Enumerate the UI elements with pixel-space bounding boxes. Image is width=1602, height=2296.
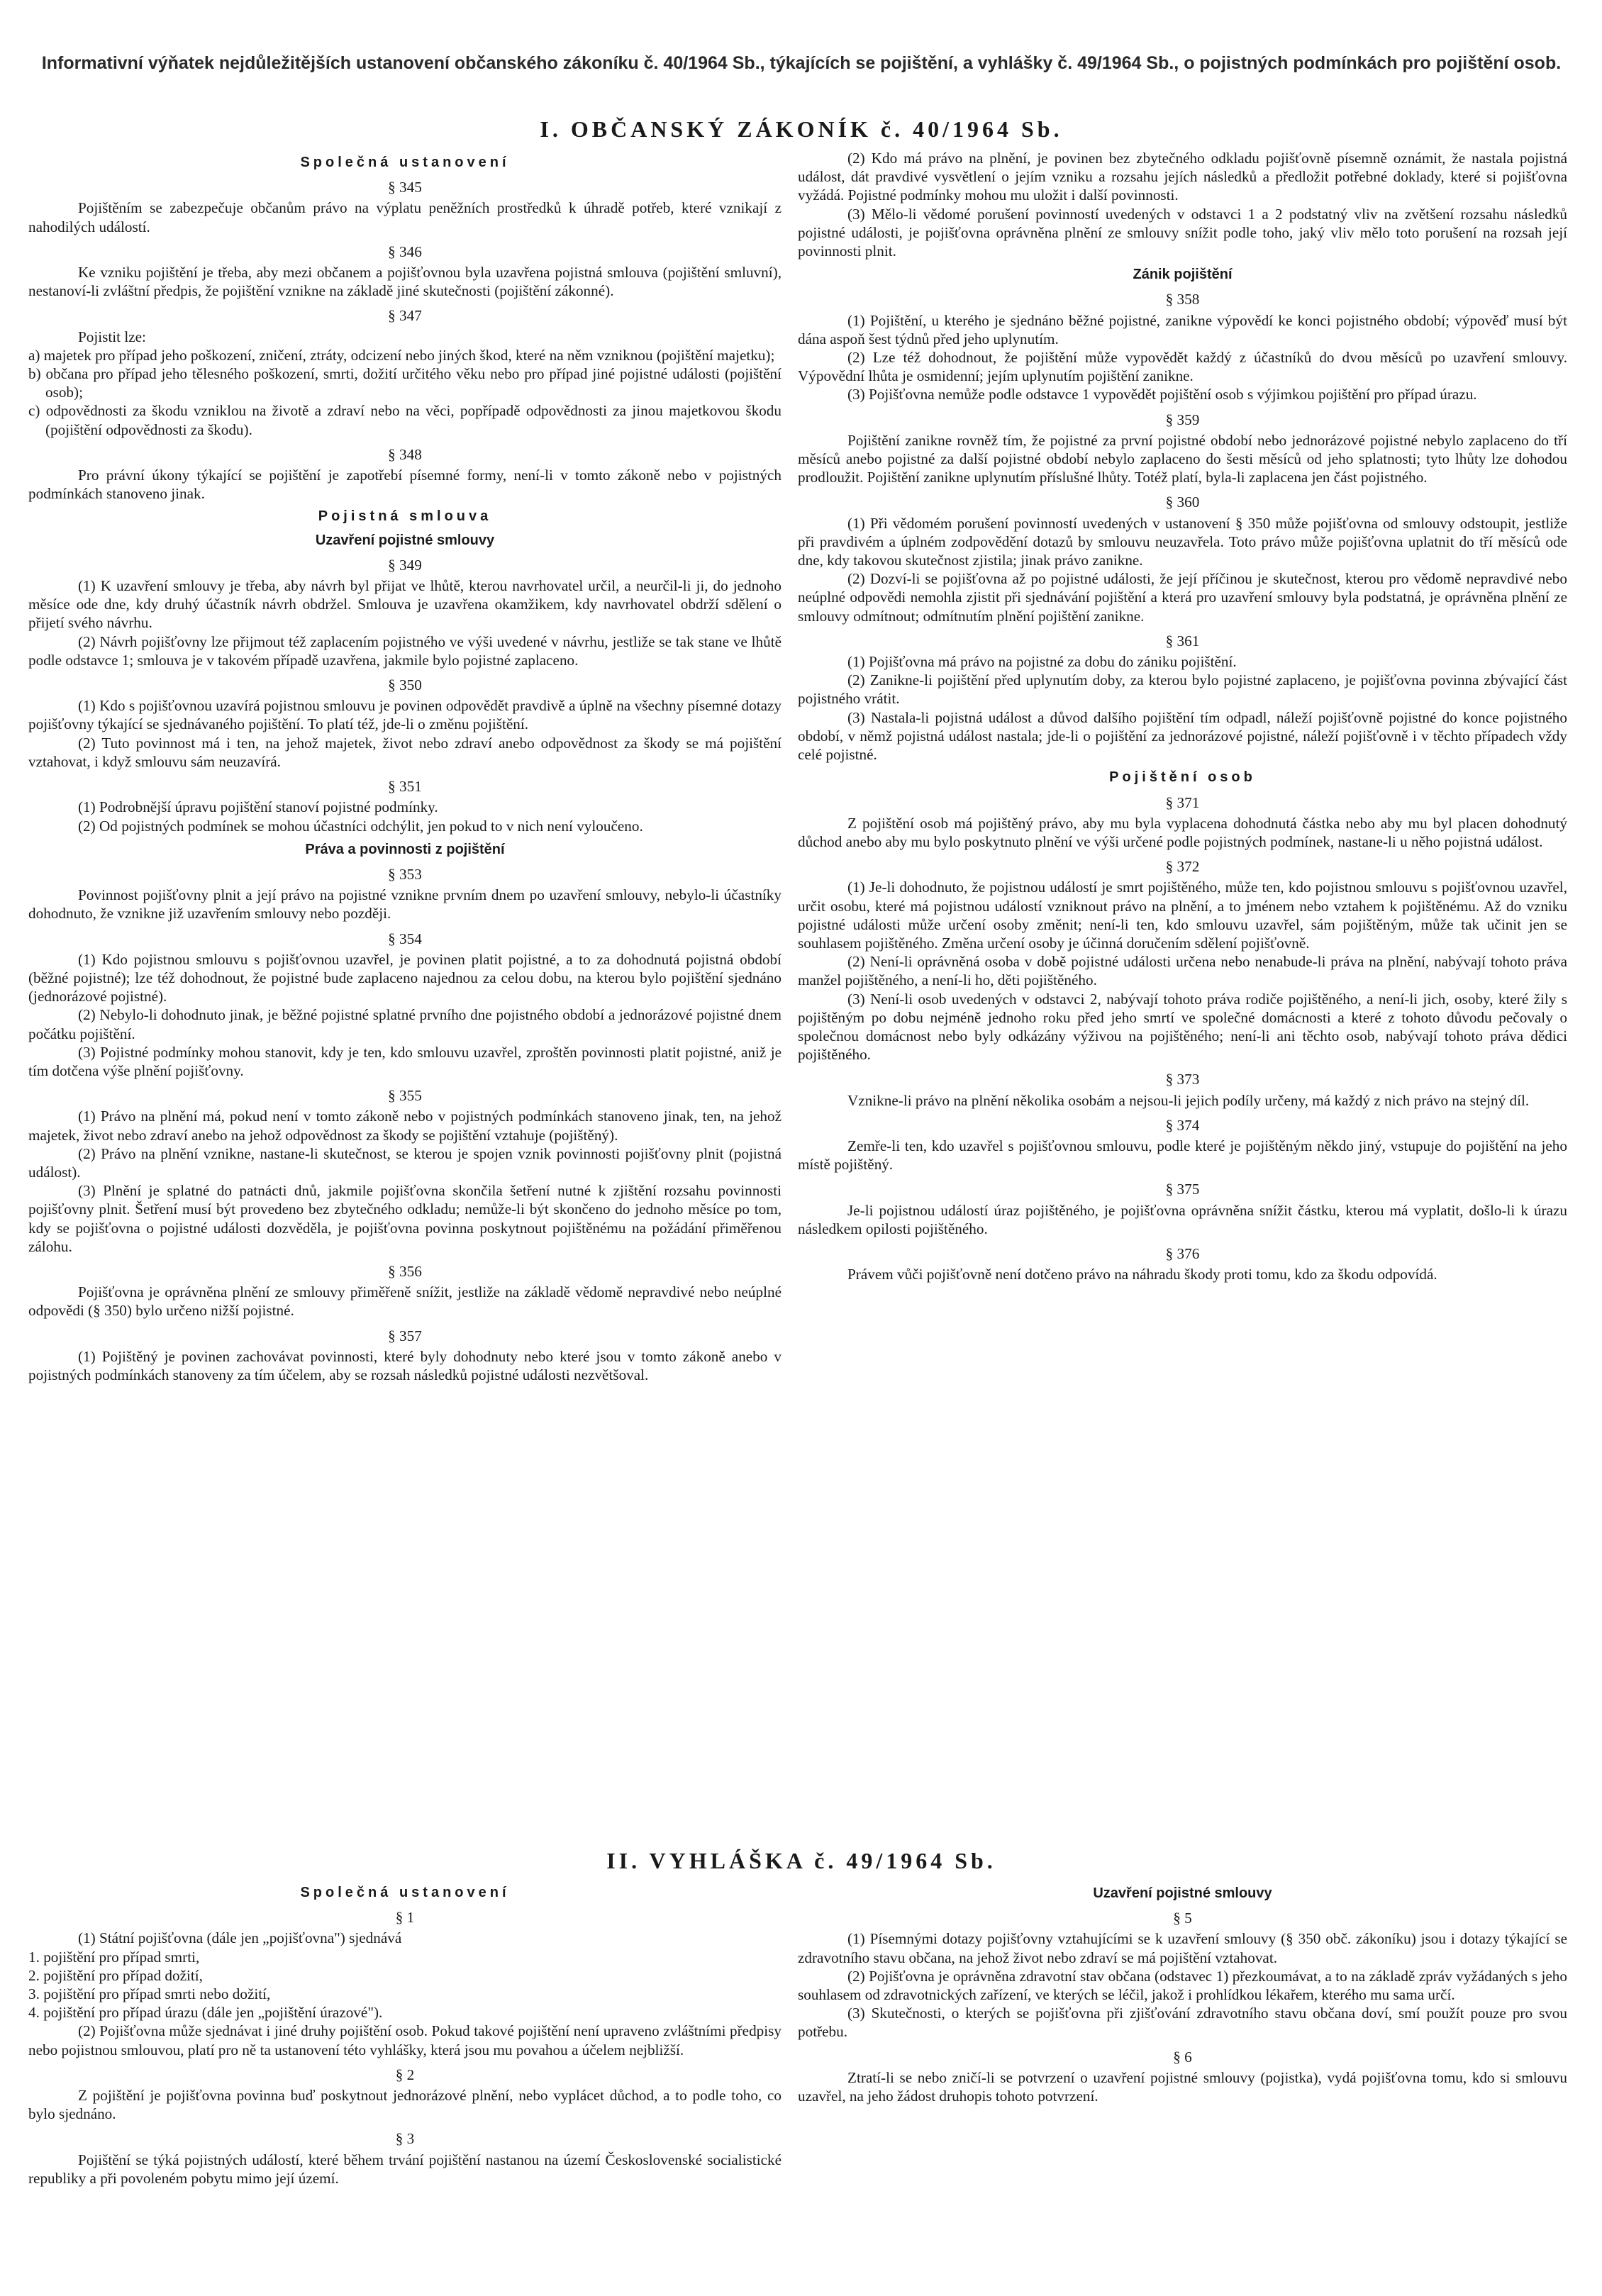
section-title: Společná ustanovení xyxy=(300,155,510,170)
list-item: 2. pojištění pro případ dožití, xyxy=(28,1966,203,1984)
paragraph: (2) Zanikne-li pojištění před uplynutím doby, za kterou bylo pojistné zaplaceno, je pojišťovna povinna zbývající část pojistného vrátit. xyxy=(798,671,1567,708)
section-number: § 5 xyxy=(1173,1910,1192,1927)
paragraph: (2) Tuto povinnost má i ten, na jehož majetek, život nebo zdraví anebo odpovědnost za škody se má pojištění vztahovat, i když smlouvu sám neuzavírá. xyxy=(28,734,781,770)
section-heading: Zánik pojištění xyxy=(1133,267,1233,283)
paragraph: (2) Od pojistných podmínek se mohou účastníci odchýlit, jen pokud to v nich není vyloučeno. xyxy=(78,817,643,835)
section-heading: Práva a povinnosti z pojištění xyxy=(305,841,505,857)
paragraph: Právem vůči pojišťovně není dotčeno právo na náhradu škody proti tomu, kdo za škodu odpovídá. xyxy=(847,1266,1437,1283)
section-heading: Uzavření pojistné smlouvy xyxy=(315,532,495,548)
paragraph: Povinnost pojišťovny plnit a její právo na pojistné vznikne prvním dnem po uzavření smlouvy, nebylo-li účastníky dohodnuto, že vznikne již uzavřením smlouvy nebo později. xyxy=(28,886,781,923)
section-number: § 347 xyxy=(388,307,422,325)
paragraph: Vznikne-li právo na plnění několika osobám a nejsou-li jejich podíly určeny, má každý z nich právo na stejný díl. xyxy=(847,1091,1530,1109)
paragraph: (2) Pojišťovna může sjednávat i jiné druhy pojištění osob. Pokud takové pojištění není upraveno zvláštními předpisy nebo pojistnou smlouvou, platí pro ně ta ustanovení této vyhlášky, která jsou mu povahou a účelem nejbližší. xyxy=(28,2022,781,2058)
paragraph: Ztratí-li se nebo zničí-li se potvrzení o uzavření pojistné smlouvy (pojistka), vydá pojišťovna tomu, kdo si smlouvu uzavřel, na jeho žádost druhopis tohoto potvrzení. xyxy=(798,2068,1567,2105)
paragraph: (1) Pojištění, u kterého je sjednáno běžné pojistné, zanikne výpovědí ke konci pojistného období; výpověď musí být dána aspoň šest týdnů před jeho uplynutím. xyxy=(798,311,1567,347)
paragraph: (2) Kdo má právo na plnění, je povinen bez zbytečného odkladu pojišťovně písemně oznámit, že nastala pojistná událost, dát pravdivé vysvětlení o jejím vzniku a rozsahu jejích následků a předložit potřebné doklady, které si pojišťovna vyžádá. Pojistné podmínky mohou mu uložit i další povinnosti. xyxy=(798,150,1567,204)
section-number: § 346 xyxy=(388,243,422,260)
section-number: § 361 xyxy=(1165,632,1200,650)
section-number: § 372 xyxy=(1165,858,1200,876)
paragraph: (1) Státní pojišťovna (dále jen „pojišťovna") sjednává xyxy=(78,1929,402,1947)
section-number: § 351 xyxy=(388,778,422,796)
list-item: 1. pojištění pro případ smrti, xyxy=(28,1948,200,1966)
paragraph: (3) Nastala-li pojistná událost a důvod dalšího pojištění tím odpadl, náleží pojišťovně pojistné do konce pojistného období, v němž pojistná událost nastala; jde-li o pojištění za jednorázové pojistné, náleží pojišťovně i v těchto případech vždy celé pojistné. xyxy=(798,708,1567,764)
part2-title: II. VYHLÁŠKA č. 49/1964 Sb. xyxy=(606,1848,996,1873)
paragraph: (1) Kdo pojistnou smlouvu s pojišťovnou uzavřel, je povinen platit pojistné, a to za dohodnutá pojistná období (běžné pojistné); lze též dohodnout, že pojistné bude zaplaceno najednou za celou dobu, na kterou bylo pojištění sjednáno (jednorázové pojistné). xyxy=(28,950,781,1005)
section-number: § 6 xyxy=(1173,2048,1192,2066)
section-number: § 374 xyxy=(1165,1116,1200,1134)
section-number: § 355 xyxy=(388,1087,422,1105)
list-item: b) občana pro případ jeho tělesného poškození, smrti, dožití určitého věku nebo pro případ jiné pojistné události (pojištění osob); xyxy=(28,365,781,401)
part1-left-column xyxy=(28,149,781,1384)
paragraph: Pro právní úkony týkající se pojištění je zapotřebí písemné formy, není-li v tomto zákoně nebo v pojistných podmínkách stanoveno jinak. xyxy=(28,467,781,503)
paragraph: Je-li pojistnou událostí úraz pojištěného, je pojišťovna oprávněna snížit částku, kterou má vyplatit, došlo-li k úrazu následkem opilosti pojištěného. xyxy=(798,1201,1567,1237)
part1-title: I. OBČANSKÝ ZÁKONÍK č. 40/1964 Sb. xyxy=(540,116,1063,142)
section-number: § 348 xyxy=(388,445,422,463)
paragraph: (2) Pojišťovna je oprávněna zdravotní stav občana (odstavec 1) přezkoumávat, a to na základě zpráv vyžádaných s jeho souhlasem od zdravotnických zařízení, ve kterých se léčil, jakož i prohlídkou lékařem, kterého mu sama určí. xyxy=(798,1967,1567,2004)
paragraph: Pojištění zanikne rovněž tím, že pojistné za první pojistné období nebo jednorázové pojistné nebylo zaplaceno do tří měsíců anebo pojistné za další pojistné období nebylo zaplaceno do šesti měsíců od jeho splatnosti; tyto lhůty lze dohodou prodloužit. Pojištění zanikne uplynutím příslušné lhůty. Totéž platí, byla-li zaplacena jen část pojistného. xyxy=(798,431,1567,486)
section-number: § 354 xyxy=(388,930,422,947)
document-intro-header: Informativní výňatek nejdůležitějších ustanovení občanského zákoníku č. 40/1964 Sb., týkajících se pojištění, a vyhlášky č. 49/1964 Sb., o pojistných podmínkách pro pojištění osob. xyxy=(41,53,1562,73)
paragraph: Zemře-li ten, kdo uzavřel s pojišťovnou smlouvu, podle které je pojištěným někdo jiný, vstupuje do pojištění na jeho místě pojištěný. xyxy=(798,1137,1567,1174)
section-number: § 376 xyxy=(1165,1244,1200,1262)
section-title: Pojistná smlouva xyxy=(318,508,492,525)
section-number: § 345 xyxy=(388,179,422,196)
paragraph: Z pojištění osob má pojištěný právo, aby mu byla vyplacena dohodnutá částka nebo aby mu byl placen dohodnutý důchod anebo aby mu bylo poskytnuto plnění ve výši určené podle pojistných podmínek, nastane-li u něho pojistná událost. xyxy=(798,814,1567,850)
paragraph: Pojištěním se zabezpečuje občanům právo na výplatu peněžních prostředků k úhradě potřeb, které vznikají z nahodilých událostí. xyxy=(28,199,781,235)
section-number: § 360 xyxy=(1165,494,1200,511)
paragraph: (1) Písemnými dotazy pojišťovny vztahujícími se k uzavření smlouvy (§ 350 obč. zákoníku) jsou i dotazy týkající se zdravotního stavu občana, na jehož život nebo zdraví se má pojištění vztahovat. xyxy=(798,1930,1567,1966)
paragraph: Pojistit lze: xyxy=(78,328,146,345)
part1-right-column xyxy=(798,149,1567,1283)
paragraph: (2) Nebylo-li dohodnuto jinak, je běžné pojistné splatné prvního dne pojistného období a jednorázové pojistné dnem počátku pojištění. xyxy=(28,1006,781,1042)
paragraph: (3) Pojišťovna nemůže podle odstavce 1 vypovědět pojištění osob s výjimkou pojištění pro případ úrazu. xyxy=(847,386,1477,403)
section-number: § 349 xyxy=(388,556,422,574)
section-number: § 357 xyxy=(388,1327,422,1344)
paragraph: (2) Dozví-li se pojišťovna až po pojistné události, že její příčinou je skutečnost, kterou pro vědomě nepravdivé nebo neúplné odpovědi nemohla zjistit při sjednávání pojištění a která pro uzavření smlouvy byla podstatná, je oprávněna plnění ze smlouvy odmítnout; odmítnutím plnění pojištění zanikne. xyxy=(798,570,1567,625)
paragraph: (1) Při vědomém porušení povinností uvedených v ustanovení § 350 může pojišťovna od smlouvy odstoupit, jestliže při pravdivém a úplném zodpovědění dotazů by smlouvu neuzavřela. Toto právo může pojišťovna uplatnit do tří měsíců ode dne, kdy takovou skutečnost zjistila; jinak právo zanikne. xyxy=(798,514,1567,569)
paragraph: (1) Podrobnější úpravu pojištění stanoví pojistné podmínky. xyxy=(78,798,438,816)
section-number: § 358 xyxy=(1165,291,1200,308)
section-number: § 373 xyxy=(1165,1071,1200,1088)
paragraph: Pojištění se týká pojistných událostí, které během trvání pojištění nastanou na území Československé socialistické republiky a při povoleném pobytu mimo její území. xyxy=(28,2151,781,2187)
paragraph: (2) Právo na plnění vznikne, nastane-li skutečnost, se kterou je spojen vznik povinnosti pojišťovny plnit (pojistná událost). xyxy=(28,1144,781,1181)
paragraph: (3) Mělo-li vědomé porušení povinností uvedených v odstavci 1 a 2 podstatný vliv na zvětšení rozsahu následků pojistné události, je pojišťovna oprávněna plnění ze smlouvy snížit podle toho, jaký vliv mělo toto porušení na rozsah její povinnosti plnit. xyxy=(798,205,1567,260)
paragraph: (3) Skutečnosti, o kterých se pojišťovna při zjišťování zdravotního stavu občana doví, smí použít pouze pro svou potřebu. xyxy=(798,2005,1567,2041)
paragraph: (1) K uzavření smlouvy je třeba, aby návrh byl přijat ve lhůtě, kterou navrhovatel určil, a neurčil-li ji, do jednoho měsíce ode dne, kdy druhý účastník návrh obdržel. Smlouva je uzavřena okamžikem, kdy navrhovatel obdrží sdělení o přijetí svého návrhu. xyxy=(28,577,781,632)
paragraph: (3) Pojistné podmínky mohou stanovit, kdy je ten, kdo smlouvu uzavřel, zproštěn povinnosti platit pojistné, aniž je tím dotčena výše plnění pojišťovny. xyxy=(28,1043,781,1079)
section-number: § 356 xyxy=(388,1262,422,1280)
section-number: § 353 xyxy=(388,865,422,883)
paragraph: (1) Pojištěný je povinen zachovávat povinnosti, které byly dohodnuty nebo které jsou v tomto zákoně anebo v pojistných podmínkách stanoveny za tím účelem, aby se rozsah následků pojistné události nezvětšoval. xyxy=(28,1347,781,1383)
paragraph: (1) Pojišťovna má právo na pojistné za dobu do zániku pojištění. xyxy=(847,653,1237,671)
paragraph: Ke vzniku pojištění je třeba, aby mezi občanem a pojišťovnou byla uzavřena pojistná smlouva (pojištění smluvní), nestanoví-li zvláštní předpis, že pojištění vznikne na základě jiné skutečnosti (pojištění zákonné). xyxy=(28,264,781,300)
list-item: c) odpovědnosti za škodu vzniklou na životě a zdraví nebo na věci, popřípadě odpovědnosti za jinou majetkovou škodu (pojištění odpovědnosti za škodu). xyxy=(28,402,781,438)
list-item: 3. pojištění pro případ smrti nebo dožití, xyxy=(28,1985,271,2003)
section-number: § 375 xyxy=(1165,1181,1200,1198)
section-title: Pojištění osob xyxy=(1109,769,1256,786)
paragraph: (1) Kdo s pojišťovnou uzavírá pojistnou smlouvu je povinen odpovědět pravdivě a úplně na všechny písemné dotazy pojišťovny týkající se sjednávaného pojištění. To platí též, jde-li o změnu pojištění. xyxy=(28,697,781,733)
paragraph: (2) Návrh pojišťovny lze přijmout též zaplacením pojistného ve výši uvedené v návrhu, jestliže se tak stane ve lhůtě podle odstavce 1; smlouva je v takovém případě uzavřena, jakmile bylo pojistné zaplaceno. xyxy=(28,632,781,669)
paragraph: (2) Není-li oprávněná osoba v době pojistné události určena nebo nenabude-li práva na plnění, nabývají tohoto práva manžel pojištěného, a není-li ho, děti pojištěného. xyxy=(798,953,1567,989)
paragraph: (3) Není-li osob uvedených v odstavci 2, nabývají tohoto práva rodiče pojištěného, a není-li jich, osoby, které žily s pojištěným po dobu nejméně jednoho roku před jeho smrtí ve společné domácnosti a které z tohoto důvodu pečovaly o společnou domácnost nebo byly odkázány výživou na pojištěného; není-li ani těchto osob, nabývají tohoto práva dědici pojištěného. xyxy=(798,990,1567,1064)
part2-right-column xyxy=(798,1879,1567,2105)
list-item: 4. pojištění pro případ úrazu (dále jen „pojištění úrazové"). xyxy=(28,2004,383,2022)
paragraph: (1) Je-li dohodnuto, že pojistnou událostí je smrt pojištěného, může ten, kdo pojistnou smlouvu s pojišťovnou uzavřel, určit osobu, které má pojistnou událostí vzniknout právo na plnění, a to jménem nebo vztahem k pojištěnému. Až do vzniku pojistné události může určení osoby změnit; není-li ten, kdo smlouvu uzavřel, sám pojištěným, může tak učinit jen se souhlasem pojištěného. Změna určení osoby je účinná doručením sdělení pojišťovně. xyxy=(798,879,1567,952)
part2-left-column xyxy=(28,1879,781,2188)
paragraph: (1) Právo na plnění má, pokud není v tomto zákoně nebo v pojistných podmínkách stanoveno jinak, ten, na jehož majetek, život nebo zdraví anebo na jehož odpovědnost za škody se pojištění vztahuje (pojištěný). xyxy=(28,1108,781,1144)
paragraph: Pojišťovna je oprávněna plnění ze smlouvy přiměřeně snížit, jestliže na základě vědomě nepravdivé nebo neúplné odpovědi (§ 350) bylo určeno nižší pojistné. xyxy=(28,1283,781,1320)
section-heading: Uzavření pojistné smlouvy xyxy=(1093,1885,1272,1901)
section-number: § 1 xyxy=(395,1909,415,1927)
list-item: a) majetek pro případ jeho poškození, zničení, ztráty, odcizení nebo jiných škod, které na něm vzniknou (pojištění majetku); xyxy=(28,346,775,364)
section-number: § 359 xyxy=(1165,411,1200,428)
section-number: § 3 xyxy=(395,2130,415,2148)
section-title: Společná ustanovení xyxy=(300,1885,510,1900)
paragraph: (3) Plnění je splatné do patnácti dnů, jakmile pojišťovna skončila šetření nutné k zjištění rozsahu povinnosti pojišťovny plnit. Šetření musí být provedeno bez zbytečného odkladu; nemůže-li být skončeno do jednoho měsíce po tom, kdy se pojišťovna o pojistné události dozvěděla, je pojišťovna povinna poskytnout pojištěnému na požádání přiměřenou zálohu. xyxy=(28,1182,781,1255)
section-number: § 2 xyxy=(395,2066,415,2083)
section-number: § 350 xyxy=(388,676,422,694)
paragraph: (2) Lze též dohodnout, že pojištění může vypovědět každý z účastníků do dvou měsíců po uzavření smlouvy. Výpovědní lhůta je osmidenní; jejím uplynutím pojištění zanikne. xyxy=(798,349,1567,385)
paragraph: Z pojištění je pojišťovna povinna buď poskytnout jednorázové plnění, nebo vyplácet důchod, a to podle toho, co bylo sjednáno. xyxy=(28,2087,781,2123)
section-number: § 371 xyxy=(1165,793,1200,811)
